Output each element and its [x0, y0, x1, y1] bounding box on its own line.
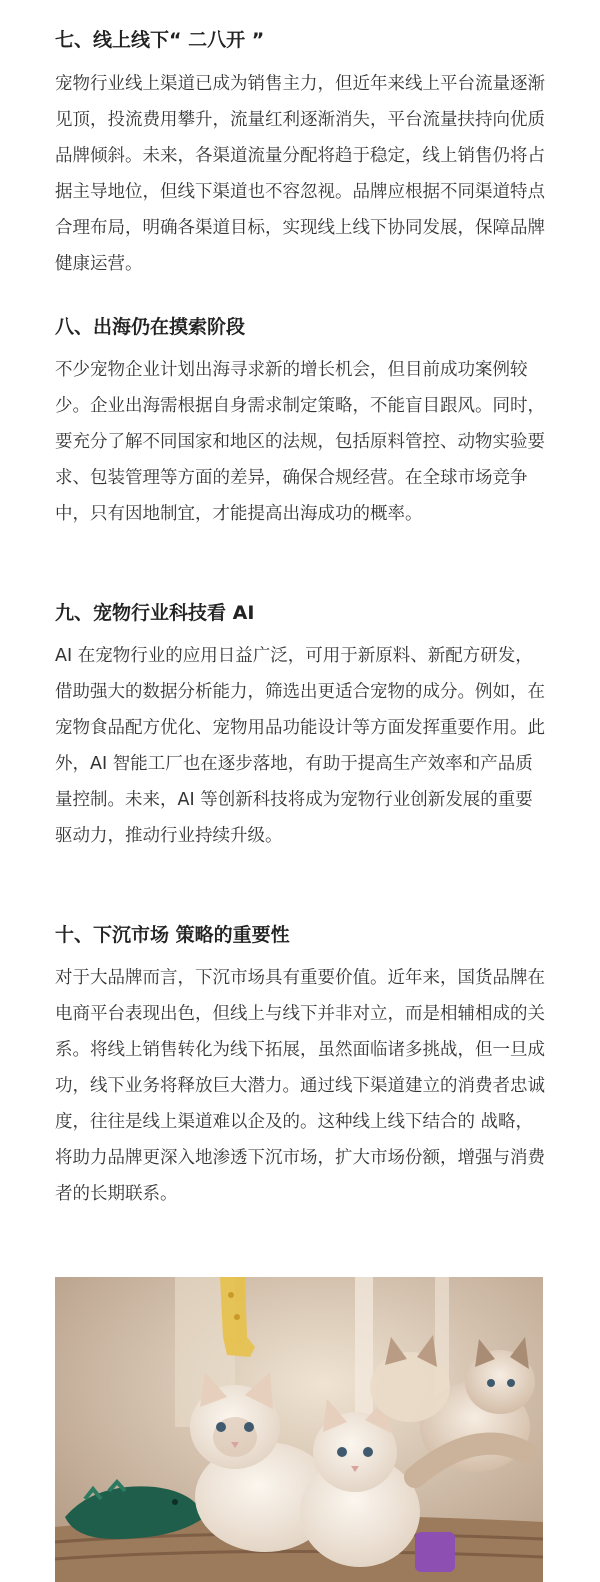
section-body-7: 宠物行业线上渠道已成为销售主力，但近年来线上平台流量逐渐见顶，投流费用攀升，流量红利逐渐消失，平台流量扶持向优质品牌倾斜。未来，各渠道流量分配将趋于稳定，线上销售仍将占据主导地位，但线下渠道也不容忽视。品牌应根据不同渠道特点合理布局，明确各渠道目标，实现线上线下协同发展，保障品牌健康运营。 — [55, 74, 545, 274]
section-title-7: 七、线上线下“ 二八开 ” — [55, 29, 265, 51]
section-body-9: AI 在宠物行业的应用日益广泛，可用于新原料、新配方研发，借助强大的数据分析能力，筛选出更适合宠物的成分。例如，在宠物食品配方优化、宠物用品功能设计等方面发挥重要作用。此外，AI 智能工厂也在逐步落地，有助于提高生产效率和产品质量控制。未来，AI 等创新科技将成为宠物行业创新发展的重要驱动力，推动行业持续升级。 — [55, 646, 545, 846]
section-title-8: 八、出海仍在摸索阶段 — [55, 316, 246, 338]
section-body-10: 对于大品牌而言，下沉市场具有重要价值。近年来，国货品牌在电商平台表现出色，但线上与线下并非对立，而是相辅相成的关系。将线上销售转化为线下拓展，虽然面临诸多挑战，但一旦成功，线下业务将释放巨大潜力。通过线下渠道建立的消费者忠诚度，往往是线上渠道难以企及的。这种线上线下结合的 战略，将助力品牌更深入地渗透下沉市场，扩大市场份额，增强与消费者的长期联系。 — [55, 968, 545, 1204]
section-title-9: 九、宠物行业科技看 AI — [55, 602, 255, 624]
section-title-10: 十、下沉市场 策略的重要性 — [55, 924, 290, 946]
kittens-photo — [55, 1277, 543, 1582]
section-body-8: 不少宠物企业计划出海寻求新的增长机会，但目前成功案例较少。企业出海需根据自身需求制定策略，不能盲目跟风。同时，要充分了解不同国家和地区的法规，包括原料管控、动物实验要求、包装管理等方面的差异，确保合规经营。在全球市场竞争中，只有因地制宜，才能提高出海成功的概率。 — [55, 360, 545, 524]
